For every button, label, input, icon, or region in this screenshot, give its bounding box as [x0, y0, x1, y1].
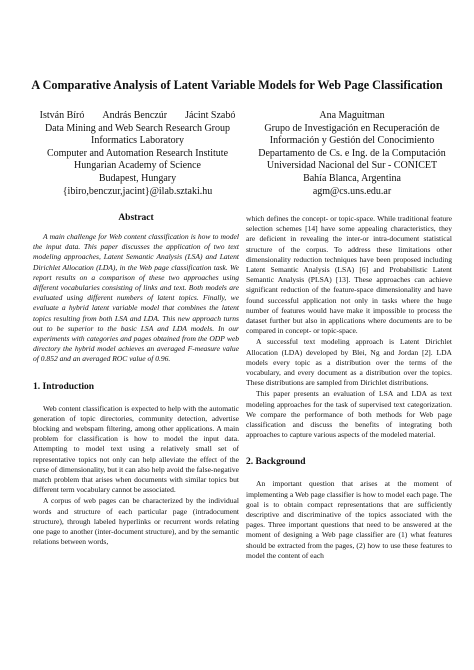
left-column [33, 212, 239, 547]
author-block-right [242, 110, 462, 198]
right-column [246, 214, 452, 561]
affiliation-line: Información y Gestión del Conocimiento [269, 135, 435, 147]
body-paragraph: Web content classification is expected to help with the automatic generation of topic directories, community detection, advertise blocking and webspam filtering, among other applications. A main problem for classification is how to model the input data. Attempting to model text using a relatively small set of representative topics not only can help alleviate the effect of the curse of dimensionality, but it can also help avoid the false-negative match problem that arises when documents with similar topics but different term vocabulary cannot be associated. [33, 403, 239, 495]
author-name: Jácint Szabó [185, 110, 236, 121]
affiliation-line: Informatics Laboratory [90, 135, 185, 147]
affiliation-line: Bahía Blanca, Argentina [303, 172, 401, 184]
body-paragraph: A corpus of web pages can be characterized by the individual words and structure of each particular page (intradocument structure), through labeled hyperlinks or recurrent words relating one page to another (inter-document structure), and by the semantic relations between words, [33, 496, 239, 547]
abstract-heading: Abstract [118, 213, 154, 223]
affiliation-line: Data Mining and Web Search Research Group [44, 122, 231, 134]
author-block-left [20, 110, 255, 198]
author-name: András Benczúr [102, 110, 168, 121]
author-names [20, 110, 255, 123]
author-name: Ana Maguitman [319, 110, 385, 121]
abstract-text: A main challenge for Web content classification is how to model the input data. This paper discusses the application of two text modeling approaches, Latent Semantic Analysis (LSA) and Latent Dirichlet Allocation (LDA), in the Web page classification task. We report results on a comparison of these two approaches using different vocabularies consisting of links and text. Both models are evaluated using different numbers of latent topics. Finally, we evaluate a hybrid latent variable model that combines the latent topics resulting from both LSA and LDA. This new approach turns out to be superior to the basic LSA and LDA models. In our experiments with categories and pages obtained from the ODP web directory the hybrid model achieves an averaged F-measure value of 0.852 and an averaged ROC value of 0.96. [33, 232, 239, 364]
affiliation-line: Computer and Automation Research Institute [46, 147, 229, 159]
body-paragraph: This paper presents an evaluation of LSA and LDA as text modeling approaches for the task of supervised text categorization. We compare the performance of both methods for Web page classification and discuss the benefits of integrating both approaches to capture various aspects of the modeled material. [246, 389, 452, 440]
affiliation-line: Budapest, Hungary [98, 172, 177, 184]
affiliation-line: Departamento de Cs. e Ing. de la Computación [258, 147, 446, 159]
section-heading-background: 2. Background [246, 457, 306, 468]
author-name: István Bíró [39, 110, 85, 121]
abstract-section [33, 212, 239, 365]
author-email: {ibiro,benczur,jacint}@ilab.sztaki.hu [62, 185, 213, 197]
affiliation-line: Grupo de Investigación en Recuperación de [264, 122, 440, 134]
body-paragraph: which defines the concept- or topic-space. While traditional feature selection schemes [14] have some appealing characteristics, they are deficient in revealing the inter-or intra-document statistical structure of the corpus. To address these limitations other dimensionality reduction techniques have been proposed including Latent Semantic Analysis (LSA) [6] and Probabilistic Latent Semantic Analysis (PLSA) [13]. These approaches can achieve significant reduction of the feature-space dimensionality and have found successful application not only in tasks where the huge number of features would have make it impossible to process the dataset further but also in applications where documents are to be compared in concept- or topic-space. [246, 214, 452, 336]
author-email: agm@cs.uns.edu.ar [312, 185, 392, 197]
affiliation-line: Universidad Nacional del Sur - CONICET [266, 160, 438, 172]
body-paragraph: An important question that arises at the moment of implementing a Web page classifier is how to model each page. The goal is to obtain compact representations that are sufficiently descriptive and discriminative of the topics associated with the pages. Three important questions that need to be answered at the moment of designing a Web page classifier are (1) what features should be extracted from the pages, (2) how to use these features to model the content of each [246, 479, 452, 560]
affiliation-line: Hungarian Academy of Science [74, 160, 201, 172]
section-heading-introduction: 1. Introduction [33, 381, 95, 392]
body-paragraph: A successful text modeling approach is Latent Dirichlet Allocation (LDA) developed by Blei, Ng and Jordan [2]. LDA models every topic as a distribution over the terms of the vocabulary, and every document as a distribution over the topics. These distributions are sampled from Dirichlet distributions. [246, 337, 452, 388]
paper-title: A Comparative Analysis of Latent Variable Models for Web Page Classification [31, 78, 443, 92]
